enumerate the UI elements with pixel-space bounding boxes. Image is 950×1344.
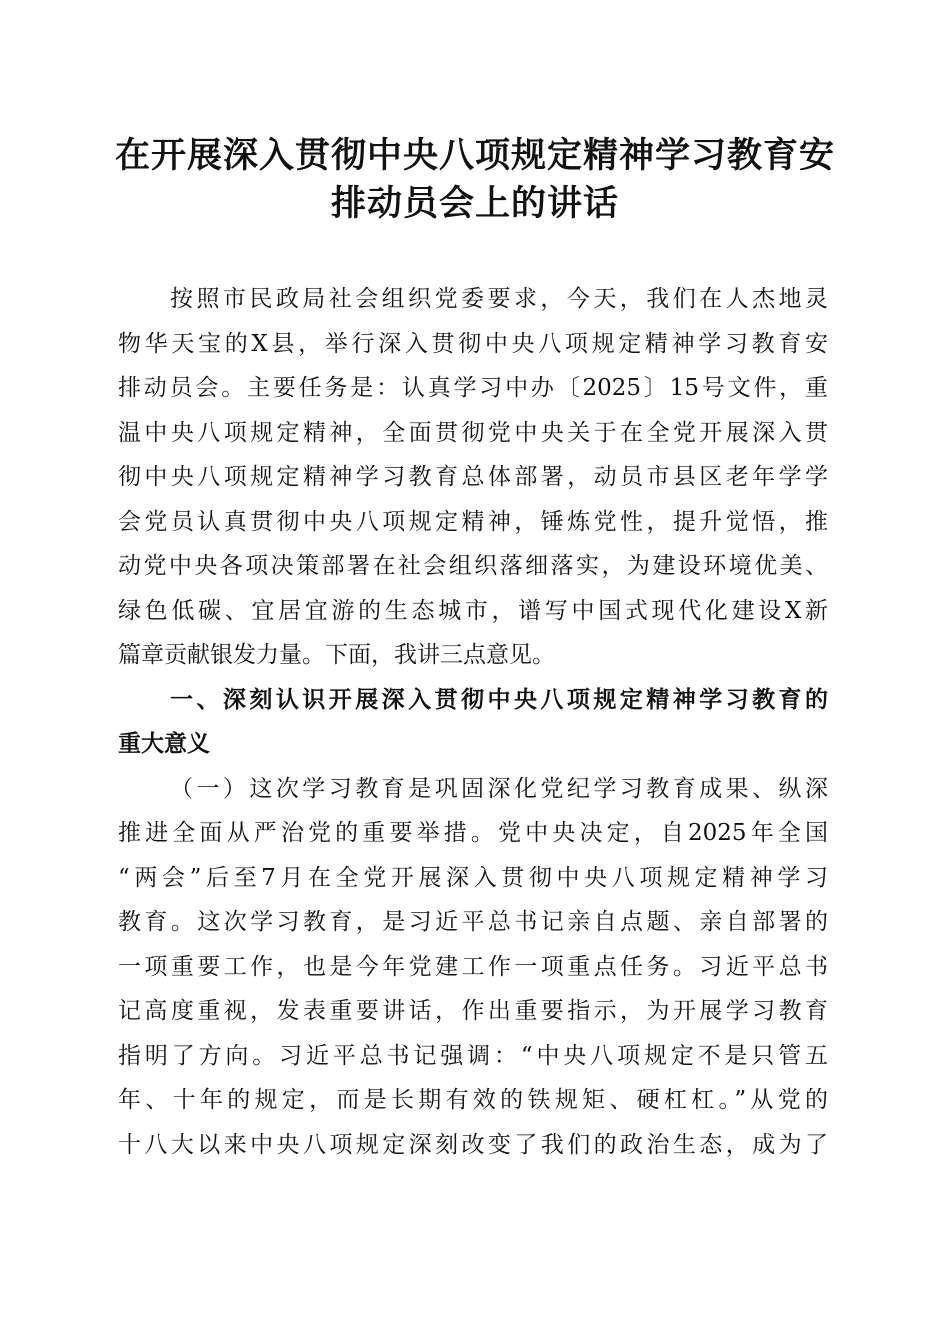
paragraph-line: 物华天宝的X县，举行深入贯彻中央八项规定精神学习教育安 — [118, 330, 828, 357]
paragraph-line: 排动员会。主要任务是：认真学习中办〔2025〕15号文件，重 — [118, 375, 828, 401]
subsection-line: （一）这次学习教育是巩固深化党纪学习教育成果、纵深 — [170, 775, 828, 802]
paragraph-line: 十八大以来中央八项规定深刻改变了我们的政治生态，成为了 — [118, 1131, 828, 1158]
title-line-2: 排动员会上的讲话 — [330, 183, 619, 224]
paragraph-line: 动党中央各项决策部署在社会组织落细落实，为建设环境优美、 — [118, 553, 828, 579]
paragraph-line: 记高度重视，发表重要讲话，作出重要指示，为开展学习教育 — [118, 998, 828, 1024]
paragraph-line: “两会”后至7月在全党开展深入贯彻中央八项规定精神学习 — [118, 864, 828, 891]
section-heading: 一、深刻认识开展深入贯彻中央八项规定精神学习教育的 — [170, 686, 828, 713]
paragraph-line: 彻中央八项规定精神学习教育总体部署，动员市县区老年学学 — [118, 464, 828, 490]
paragraph-line: 指明了方向。习近平总书记强调：“中央八项规定不是只管五 — [118, 1042, 828, 1069]
paragraph-line: 推进全面从严治党的重要举措。党中央决定，自2025年全国 — [118, 820, 828, 846]
document-body — [118, 277, 828, 1167]
paragraph-line: 篇章贡献银发力量。下面，我讲三点意见。 — [118, 642, 555, 668]
paragraph-line: 温中央八项规定精神，全面贯彻党中央关于在全党开展深入贯 — [118, 419, 828, 446]
paragraph-line: 按照市民政局社会组织党委要求，今天，我们在人杰地灵 — [170, 286, 828, 312]
section-heading: 重大意义 — [118, 731, 210, 757]
paragraph-line: 教育。这次学习教育，是习近平总书记亲自点题、亲自部署的 — [118, 909, 828, 935]
document-title — [110, 132, 840, 228]
title-line-1: 在开展深入贯彻中央八项规定精神学习教育安 — [114, 135, 835, 176]
paragraph-line: 年、十年的规定，而是长期有效的铁规矩、硬杠杠。”从党的 — [118, 1087, 828, 1113]
paragraph-line: 会党员认真贯彻中央八项规定精神，锤炼党性，提升觉悟，推 — [118, 508, 828, 535]
paragraph-line: 一项重要工作，也是今年党建工作一项重点任务。习近平总书 — [118, 953, 828, 980]
paragraph-line: 绿色低碳、宜居宜游的生态城市，谱写中国式现代化建设X新 — [118, 597, 828, 624]
